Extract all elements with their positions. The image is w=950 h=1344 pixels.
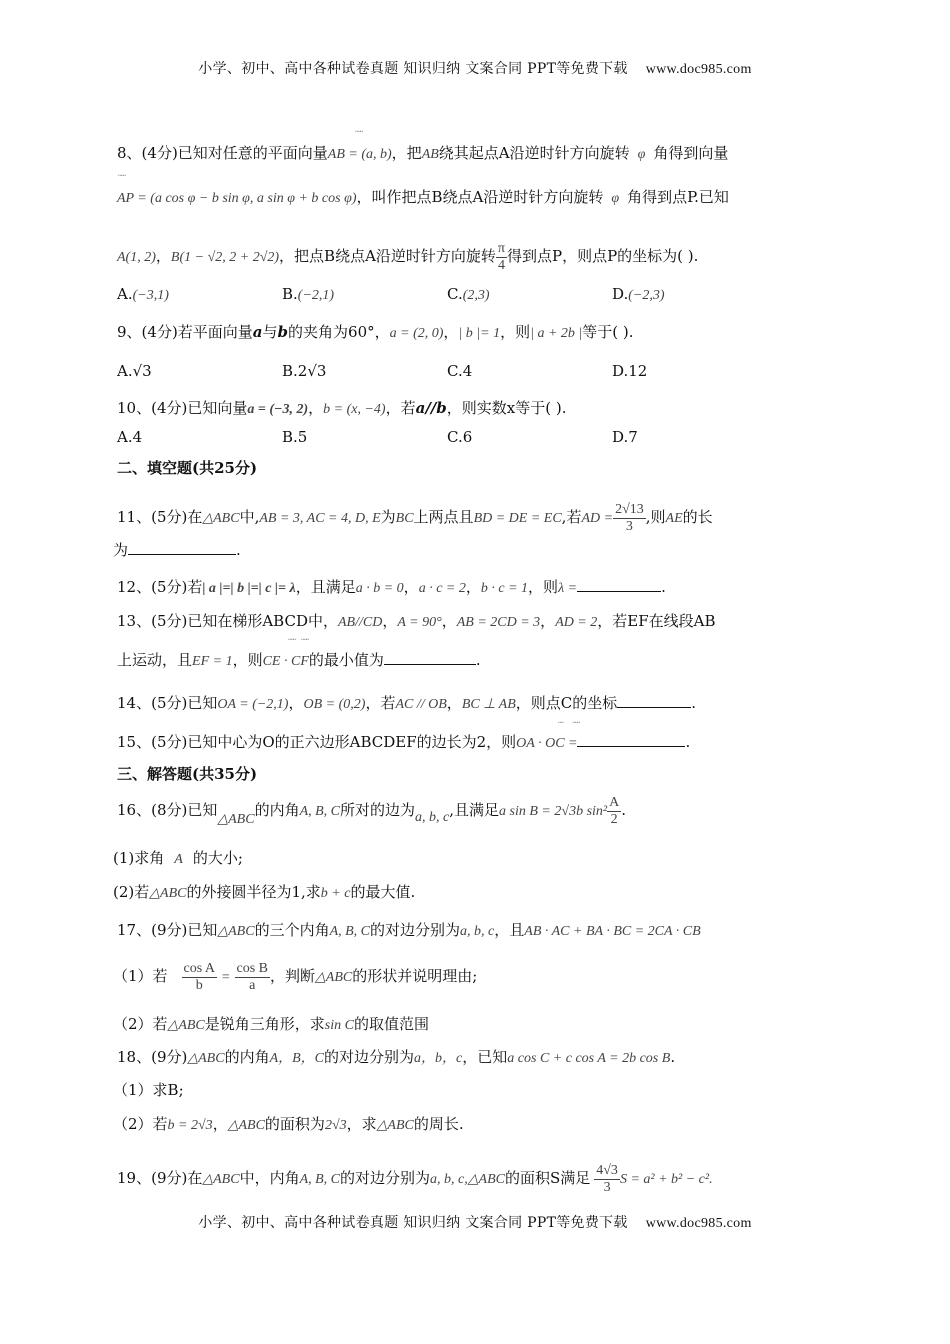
q8-option-a[interactable] (117, 284, 169, 306)
option-label: B. (282, 362, 298, 380)
q11-math: △ABC (202, 511, 240, 526)
q12-text: ，且满足 (295, 578, 356, 596)
q19-math: S = a² + b² − c². (619, 1172, 713, 1187)
fraction-numerator: 4√3 (596, 1162, 618, 1178)
q8-option-c[interactable] (447, 284, 490, 306)
q11-fraction (613, 502, 646, 535)
q8-text: 绕其起点A沿逆时针方向旋转 (438, 144, 630, 162)
q13-math: CE · CF (262, 654, 309, 669)
q18-math: A，B，C (269, 1051, 325, 1066)
q13-text: ， (540, 612, 556, 630)
option-label: C. (447, 285, 463, 303)
q8-math: AB (421, 147, 439, 162)
q14-text: ，则点C的坐标 (515, 694, 618, 712)
q18-math: △ABC (376, 1118, 414, 1133)
q18-text: 的周长. (413, 1115, 464, 1133)
q14-text: ， (288, 694, 304, 712)
q13-line-2 (117, 650, 481, 672)
q8-text: 得到点P，则点P的坐标为( ). (506, 247, 699, 265)
q19-math: △ABC (202, 1172, 240, 1187)
q16-math: A, B, C (299, 804, 341, 819)
question-14 (117, 693, 696, 715)
q8-option-b[interactable] (282, 284, 334, 306)
q19-math: A, B, C (299, 1172, 341, 1187)
section-2-heading: 二、填空题(共25分) (117, 459, 258, 477)
q8-line-3 (117, 236, 698, 278)
option-label: B. (282, 428, 298, 446)
q17-text: 的形状并说明理由; (352, 967, 478, 985)
page-footer (0, 1212, 950, 1232)
q18-text: . (670, 1048, 676, 1066)
q11-text: ,若 (561, 508, 582, 526)
q13-line-1 (117, 611, 716, 633)
q9-option-a[interactable] (117, 361, 152, 381)
q12-text: 12、(5分)若 (117, 578, 203, 596)
q18-part-2 (113, 1114, 464, 1136)
q17-fraction-b (235, 961, 271, 994)
q11-answer-blank[interactable] (128, 540, 236, 555)
q12-answer-blank[interactable] (577, 577, 661, 592)
fraction-numerator: 2√13 (615, 501, 644, 517)
q19-math: a, b, c,△ABC (430, 1172, 505, 1187)
q16-stem (117, 790, 626, 832)
question-19 (117, 1158, 713, 1200)
q14-math: OA = (−2,1) (217, 697, 289, 712)
q12-math: a · c = 2 (418, 581, 466, 596)
q17-text: （1）若 (113, 967, 168, 985)
q17-text: 的对边分别为 (370, 921, 461, 939)
fraction-numerator: π (497, 240, 505, 256)
q15-math: OA · OC = (516, 736, 578, 751)
q13-text: . (475, 651, 481, 669)
q14-answer-blank[interactable] (617, 693, 691, 708)
option-label: A. (117, 362, 133, 380)
q16-math: A (174, 852, 183, 867)
q14-math: AC // OB (395, 697, 447, 712)
q9-math: a = (2, 0) (389, 326, 444, 341)
option-value: 5 (297, 428, 308, 446)
footer-text: 小学、初中、高中各种试卷真题 知识归纳 文案合同 PPT等免费下载 (198, 1215, 628, 1231)
q11-text: ,则 (645, 508, 666, 526)
q16-part-1 (113, 848, 243, 870)
q11-text: . (236, 541, 241, 559)
q16-text: 的最大值. (350, 883, 416, 901)
q14-text: ， (446, 694, 462, 712)
q13-text: ， (382, 612, 398, 630)
q13-text: ，则 (232, 651, 263, 669)
q15-answer-blank[interactable] (577, 732, 685, 747)
q8-math: AB = (a, b) (327, 147, 392, 162)
q10-stem (117, 398, 566, 420)
fraction-denominator: 3 (603, 1179, 611, 1195)
q8-option-d[interactable] (612, 284, 665, 306)
q16-text: 的外接圆半径为1,求 (186, 883, 321, 901)
q16-math: b + c (320, 886, 351, 901)
q17-stem (117, 920, 701, 942)
q13-math: A = 90° (397, 615, 442, 630)
q18-text: ，已知 (462, 1048, 508, 1066)
q11-math: BC (395, 511, 414, 526)
q9-option-c[interactable] (447, 361, 472, 381)
q17-text: 的三个内角 (254, 921, 330, 939)
q13-text: ， (441, 612, 457, 630)
q17-math: A, B, C (329, 924, 371, 939)
q16-text: (2)若 (113, 883, 150, 901)
q8-line-1 (117, 143, 728, 165)
q10-text: 10、(4分)已知向量 (117, 399, 248, 417)
q8-line-2 (117, 187, 729, 209)
option-label: D. (612, 285, 629, 303)
q9-text: 等于( ). (582, 323, 634, 341)
q8-text: ，叫作把点B绕点A沿逆时针方向旋转 (356, 188, 604, 206)
q16-math: △ABC (217, 812, 255, 827)
q13-math: AB = 2CD = 3 (456, 615, 541, 630)
option-label: C. (447, 362, 463, 380)
q11-line-2 (113, 540, 241, 560)
q18-text: 的面积为 (264, 1115, 325, 1133)
q19-text: 中，内角 (239, 1169, 300, 1187)
q10-option-b[interactable] (282, 427, 307, 447)
q19-text: 的对边分别为 (340, 1169, 431, 1187)
q8-math: B(1 − √2, 2 + 2√2) (170, 250, 280, 265)
q18-text: ，求 (346, 1115, 377, 1133)
page-header (0, 58, 950, 78)
q18-math: 2√3 (324, 1118, 347, 1133)
q10-text: ， (308, 399, 324, 417)
q12-math: | a |=| b |=| c |= λ (202, 581, 296, 596)
fraction-numerator: cos A (183, 960, 216, 976)
q12-text: . (661, 578, 666, 596)
q12-text: ， (465, 578, 481, 596)
q17-text: ，且 (494, 921, 525, 939)
question-12 (117, 577, 666, 599)
q14-math: BC ⊥ AB (461, 697, 516, 712)
q16-fraction (607, 795, 621, 828)
q12-math: b · c = 1 (480, 581, 529, 596)
q19-text: 19、(9分)在 (117, 1169, 203, 1187)
q17-math: △ABC (167, 1018, 205, 1033)
q16-text: 所对的边为 (340, 801, 416, 819)
q8-text: ，把点B绕点A沿逆时针方向旋转 (279, 247, 496, 265)
fraction-denominator: b (195, 977, 203, 993)
exam-page: 小学、初中、高中各种试卷真题 知识归纳 文案合同 PPT等免费下载 www.doc985.com ᵕᵕᵕ 8、(4分)已知对任意的平面向量AB = (a, b)，把AB绕其起点A沿逆时针方向旋转 φ 角得到向量 ᵕᵕᵕ AP = (a cos φ − b sin φ, a sin φ + b cos φ)，叫作把点B绕点A沿逆时针方向旋转 φ 角得到点P.已知 A(1, 2)，B(1 − √2, 2 + 2√2)，把点B绕点A沿逆时针方向旋转 $\frac{\pi}{4}$ 得到点P，则点P的坐标为( ). A.(−3,1) B.(−2,1) C.(2,3) D.(−2,3) 9、(4分)若平面向量a与b的夹角为60°，a = (2, 0)，| b |= 1，则| a + 2b |等于( ). A.√3 B.2√3 C.4 D.12 10、(4分)已知向量a = (−3, 2)，b = (x, −4)，若a//b，则实数x等于( ). A.4 B.5 C.6 D.7 二、填空题(共25分) 11、(5分)在△ABC中,AB = 3, AC = 4, D, E为BC上两点且BD = DE = EC,若AD = $\frac{2√13}{3}$ ,则AE的长 为 . 12、(5分)若| a |=| b |=| c |= λ，且满足a · b = 0，a · c = 2，b · c = 1，则λ = . 13、(5分)已知在梯形ABCD中，AB//CD，A = 90°，AB = 2CD = 3，AD = 2，若EF在线段AB ᵕᵕᵕ ᵕᵕᵕ 上运动，且EF = 1，则CE · CF的最小值为 . 14、(5分)已知OA = (−2,1)，OB = (0,2)，若AC // OB，BC ⊥ AB，则点C的坐标 . ᵕᵕ ᵕᵕᵕ 15、(5分)已知中心为O的正六边形ABCDEF的边长为2，则OA · OC = . 三、解答题(共35分) 16、(8分)已知△ABC的内角A, B, C所对的边为a, b, c,且满足a sin B = 2√3b sin² $\frac{A}{2}$ . (1)求角 A 的大小; (2)若△ABC的外接圆半径为1,求b + c的最大值. 17、(9分)已知△ABC的三个内角A, B, C的对边分别为a, b, c，且AB · AC + BA · BC = 2CA · CB （1）若 $\frac{\text{cos A}}{b}$ = $\frac{\text{cos B}}{a}$ ，判断△ABC的形状并说明理由; （2）若△ABC是锐角三角形，求sin C的取值范围 18、(9分)△ABC的内角A，B，C的对边分别为a，b，c，已知a cos C + c cos A = 2b cos B. （1）求B; （2）若b = 2√3，△ABC的面积为2√3，求△ABC的周长. 19、(9分)在△ABC中，内角A, B, C的对边分别为a, b, c,△ABC的面积S满足 $\frac{4√3}{3}$ S = a² + b² − c². 小学、初中、高中各种试卷真题 知识归纳 文案合同 PPT等免费下载 www.doc985.com (0, 0, 950, 1344)
q10-math: a = (−3, 2) (247, 402, 309, 417)
q18-math: a cos C + c cos A = 2b cos B (507, 1051, 671, 1066)
q10-text: ，则实数x等于( ). (446, 399, 567, 417)
option-value: (−2,1) (297, 288, 335, 303)
q13-math: AD = 2 (555, 615, 598, 630)
q18-part-1: （1）求B; (113, 1081, 184, 1099)
q18-math: △ABC (227, 1118, 265, 1133)
option-value: 7 (628, 428, 638, 446)
q9-text: 的夹角为60°， (288, 323, 390, 341)
q19-fraction (594, 1163, 620, 1196)
q10-option-a[interactable] (117, 427, 142, 447)
q13-text: 上运动，且 (117, 651, 193, 669)
q16-part-2 (113, 882, 415, 904)
q11-text: 为 (380, 508, 396, 526)
fraction-denominator: 2 (610, 811, 618, 827)
q13-answer-blank[interactable] (384, 650, 476, 665)
q18-text: ， (212, 1115, 228, 1133)
q17-math: AB · AC + BA · BC = 2CA · CB (524, 924, 701, 939)
option-label: C. (447, 428, 463, 446)
header-url[interactable]: www.doc985.com (645, 62, 752, 77)
q9-text: 9、(4分)若平面向量 (117, 323, 253, 341)
q11-text: 为 (113, 541, 129, 559)
q9-vector: b (277, 323, 289, 341)
q16-text: 的内角 (254, 801, 300, 819)
q17-math: △ABC (315, 970, 353, 985)
fraction-denominator: 3 (625, 518, 633, 534)
q10-option-d[interactable] (612, 427, 638, 447)
q18-text: 的对边分别为 (324, 1048, 415, 1066)
q19-text: 的面积S满足 (504, 1169, 591, 1187)
q11-math: AE (665, 511, 683, 526)
q9-vector: a (252, 323, 263, 341)
q11-text: 11、(5分)在 (117, 508, 203, 526)
q9-text: ， (443, 323, 459, 341)
q8-math: AP = (a cos φ − b sin φ, a sin φ + b cos φ) (117, 191, 357, 206)
q8-math: φ (611, 191, 620, 206)
q12-text: ， (403, 578, 419, 596)
q11-text: 上两点且 (413, 508, 474, 526)
q14-text: 14、(5分)已知 (117, 694, 218, 712)
q11-text: 中, (239, 508, 260, 526)
q17-math: △ABC (217, 924, 255, 939)
q12-math: λ = (558, 581, 578, 596)
q17-text: 的取值范围 (353, 1015, 429, 1033)
q16-text: . (621, 801, 627, 819)
option-value: (−2,3) (628, 288, 665, 303)
q17-math: a, b, c (460, 924, 495, 939)
option-value: (2,3) (462, 288, 490, 303)
q9-stem (117, 322, 634, 344)
header-text: 小学、初中、高中各种试卷真题 知识归纳 文案合同 PPT等免费下载 (198, 61, 628, 77)
q14-text: . (691, 694, 697, 712)
option-value: 12 (628, 362, 648, 380)
q15-text: 15、(5分)已知中心为O的正六边形ABCDEF的边长为2，则 (117, 733, 517, 751)
q17-part-1 (113, 956, 477, 998)
q9-math: | a + 2b | (530, 326, 583, 341)
option-value: 4 (132, 428, 143, 446)
q16-text: ,且满足 (449, 801, 500, 819)
q13-text: 13、(5分)已知在梯形ABCD中， (117, 612, 338, 630)
q11-text: 的长 (682, 508, 713, 526)
option-value: 6 (462, 428, 473, 446)
q18-math: b = 2√3 (167, 1118, 213, 1133)
q13-math: AB//CD (337, 615, 383, 630)
q8-text: 8、(4分)已知对任意的平面向量 (117, 144, 328, 162)
q14-text: ，若 (365, 694, 396, 712)
option-value: (−3,1) (132, 288, 169, 303)
q13-text: 的最小值为 (308, 651, 384, 669)
option-label: B. (282, 285, 298, 303)
q16-math: a sin B = 2√3b sin² (499, 804, 608, 819)
q10-math: b = (x, −4) (323, 402, 386, 417)
option-value: √3 (132, 362, 152, 380)
q17-text: 是锐角三角形，求 (204, 1015, 325, 1033)
q18-text: 18、(9分) (117, 1048, 188, 1066)
q17-text: ，判断 (270, 967, 316, 985)
q8-math: A(1, 2) (117, 250, 156, 265)
q13-text: ，若EF在线段AB (597, 612, 716, 630)
q18-stem (117, 1047, 675, 1069)
option-label: A. (117, 285, 133, 303)
q8-text: 角得到向量 (653, 144, 729, 162)
q8-math: φ (637, 147, 646, 162)
q16-math: △ABC (149, 886, 187, 901)
q12-math: a · b = 0 (355, 581, 404, 596)
q14-math: OB = (0,2) (303, 697, 366, 712)
fraction-numerator: cos B (236, 960, 268, 976)
q11-math: AD = (581, 511, 614, 526)
fraction-numerator: A (609, 794, 620, 810)
option-value: 2√3 (297, 362, 327, 380)
q9-option-b[interactable] (282, 361, 326, 381)
q18-math: a，b，c (414, 1051, 463, 1066)
footer-url[interactable]: www.doc985.com (645, 1216, 752, 1231)
q17-math: = (221, 970, 231, 985)
q16-text: 的大小; (192, 849, 243, 867)
q17-math: sin C (324, 1018, 354, 1033)
q10-option-c[interactable] (447, 427, 472, 447)
q11-math: AB = 3, AC = 4, D, E (259, 511, 381, 526)
q16-math: a, b, c (415, 810, 450, 825)
q11-math: BD = DE = EC (473, 511, 562, 526)
q16-text: 16、(8分)已知 (117, 801, 218, 819)
q10-text: ，若 (385, 399, 416, 417)
fraction-denominator: 4 (497, 257, 505, 273)
option-value: 4 (462, 362, 473, 380)
q17-fraction-a (182, 961, 218, 994)
q12-text: ，则 (528, 578, 559, 596)
q17-part-2 (113, 1014, 429, 1036)
q10-math: a//b (415, 399, 447, 417)
question-15 (117, 732, 690, 754)
q18-text: 的内角 (224, 1048, 270, 1066)
q8-text: 角得到点P.已知 (627, 188, 729, 206)
option-label: D. (612, 362, 629, 380)
q9-text: ，则 (500, 323, 531, 341)
q18-math: △ABC (187, 1051, 225, 1066)
q8-text: ，把 (391, 144, 422, 162)
q9-text: 与 (262, 323, 278, 341)
q18-text: （2）若 (113, 1115, 168, 1133)
q8-fraction (496, 241, 507, 274)
q9-option-d[interactable] (612, 361, 647, 381)
q8-text: ， (155, 247, 171, 265)
q16-text: (1)求角 (113, 849, 165, 867)
option-label: A. (117, 428, 133, 446)
q17-text: （2）若 (113, 1015, 168, 1033)
q15-text: . (685, 733, 691, 751)
option-label: D. (612, 428, 629, 446)
q11-line-1 (117, 497, 713, 539)
section-3-heading: 三、解答题(共35分) (117, 765, 258, 783)
q9-math: | b |= 1 (458, 326, 501, 341)
q13-math: EF = 1 (192, 654, 233, 669)
q17-text: 17、(9分)已知 (117, 921, 218, 939)
fraction-denominator: a (249, 977, 256, 993)
